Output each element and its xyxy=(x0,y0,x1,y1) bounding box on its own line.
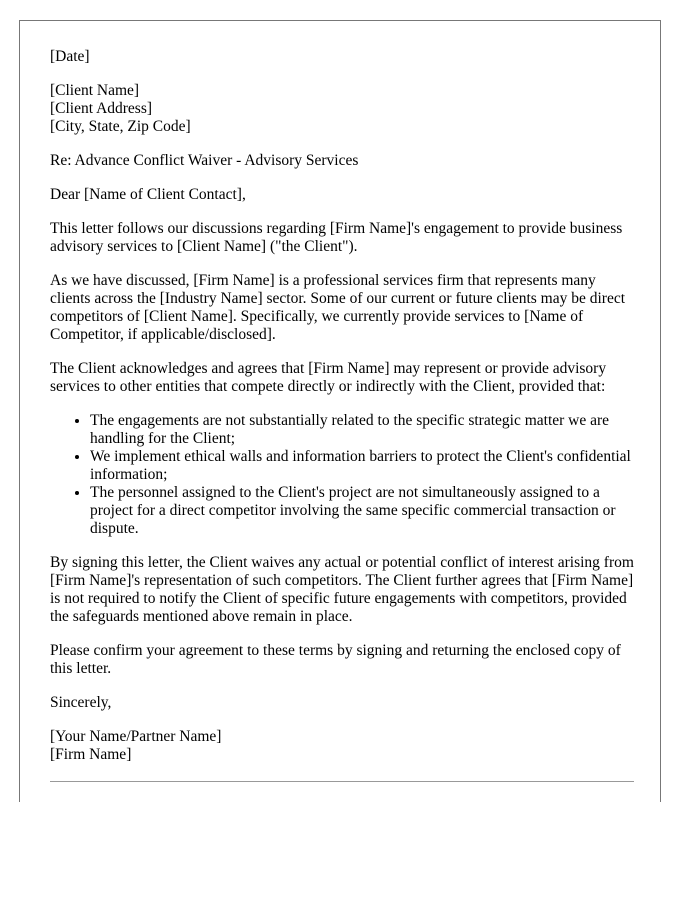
condition-item: • We implement ethical walls and information barriers to protect the Client's confidential information; xyxy=(90,448,634,484)
condition-item: • The personnel assigned to the Client's project are not simultaneously assigned to a project for a direct competitor involving the same specific commercial transaction or dispute. xyxy=(90,484,634,538)
condition-item: • The engagements are not substantially related to the specific strategic matter we are handling for the Client; xyxy=(90,412,634,448)
signer-firm: [Firm Name] xyxy=(50,746,132,763)
body-paragraph-acknowledgement: The Client acknowledges and agrees that [Firm Name] may represent or provide advisory services to other entities that compete directly or indirectly with the Client, provided that: xyxy=(50,360,607,395)
recipient-address-block xyxy=(50,82,634,136)
letter-subject: Re: Advance Conflict Waiver - Advisory Services xyxy=(50,152,359,169)
signature-block xyxy=(50,728,634,764)
body-paragraph-confirmation: Please confirm your agreement to these terms by signing and returning the enclosed copy of this letter. xyxy=(50,642,621,677)
body-paragraph-intro: This letter follows our discussions regarding [Firm Name]'s engagement to provide business advisory services to [Client Name] ("the Client"). xyxy=(50,220,623,255)
recipient-name: [Client Name] xyxy=(50,82,140,99)
body-paragraph-waiver: By signing this letter, the Client waives any actual or potential conflict of interest arising from [Firm Name]'s representation of such competitors. The Client further agrees that [Firm Name] is not required to notify the Client of specific future engagements with competitors, provided the safeguards mentioned above remain in place. xyxy=(50,554,634,625)
letter-sign-off: Sincerely, xyxy=(50,694,112,711)
letter-salutation: Dear [Name of Client Contact], xyxy=(50,186,246,203)
body-paragraph-competitors: As we have discussed, [Firm Name] is a professional services firm that represents many clients across the [Industry Name] sector. Some of our current or future clients may be direct competitors of [Client Name]. Specifically, we currently provide services to [Name of Competitor, if applicable/disclosed]. xyxy=(50,272,626,343)
recipient-city-state-zip: [City, State, Zip Code] xyxy=(50,118,191,135)
letter-date: [Date] xyxy=(50,48,90,65)
footer-divider xyxy=(50,781,634,782)
conditions-list xyxy=(50,412,634,538)
letter-body xyxy=(50,48,634,780)
signer-name: [Your Name/Partner Name] xyxy=(50,728,222,745)
letter-page xyxy=(19,20,661,802)
recipient-address: [Client Address] xyxy=(50,100,153,117)
